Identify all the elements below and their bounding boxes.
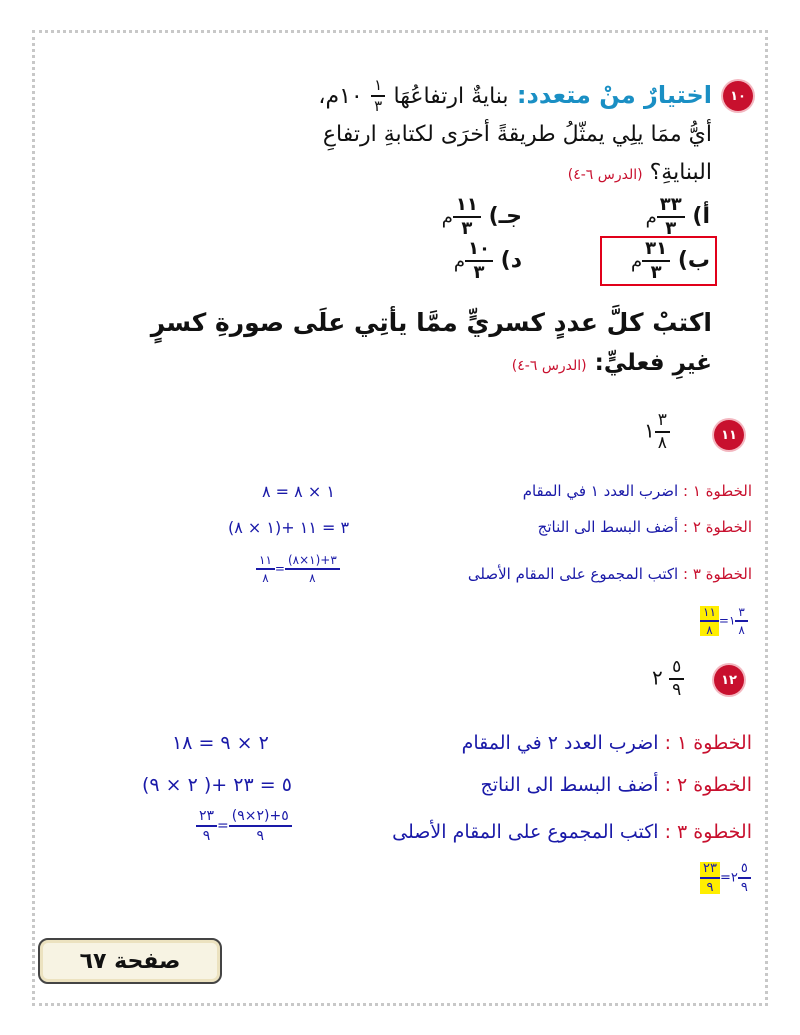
q12-step1: الخطوة ١ : اضرب العدد ٢ في المقام: [461, 732, 752, 754]
selected-answer-box: [600, 236, 717, 286]
q12-answer: $\frac{٢٣}{٩}$ =٢ $\frac{٥}{٩}$: [700, 862, 751, 894]
height-fraction: $\frac{١}{٣}$: [371, 78, 385, 114]
height-unit: م،: [318, 84, 340, 109]
q12-mixed-number: ٢ $\frac{٥}{٩}$: [652, 659, 684, 699]
q12-step2: الخطوة ٢ : أضف البسط الى الناتج: [480, 774, 752, 796]
q10-title: اختيارٌ منْ متعدد:: [516, 81, 712, 109]
lesson-ref: (الدرس ٦-٤): [511, 358, 587, 374]
q11-step2: الخطوة ٢ : أضف البسط الى الناتج: [537, 518, 752, 536]
q12-step3-calc: $\frac{٢٣}{٩}$ = $\frac{(٢\times ٩)+٥}{٩}$: [196, 809, 292, 843]
q11-step1-calc: ١ × ٨ = ٨: [262, 482, 335, 501]
option-c[interactable]: جـ) $\frac{١١}{٣}$ م: [441, 194, 522, 239]
question-number-badge: ١١: [714, 420, 744, 450]
q12-step1-calc: ٢ × ٩ = ١٨: [172, 732, 269, 754]
q11-step1: الخطوة ١ : اضرب العدد ١ في المقام: [522, 482, 752, 500]
height-whole: ١٠: [339, 84, 363, 109]
lesson-ref: (الدرس ٦-٤): [567, 167, 643, 183]
q10-header: [318, 78, 712, 114]
q11-answer: $\frac{١١}{٨}$ =١ $\frac{٣}{٨}$: [700, 606, 748, 636]
page-number-label: صفحة ٦٧: [38, 938, 222, 984]
q12-step3: الخطوة ٣ : اكتب المجموع على المقام الأصلى: [392, 821, 752, 843]
q10-intro: بنايةٌ ارتفاعُهَا: [393, 84, 509, 109]
q11-step2-calc: (١ × ٨)+ ٣ = ١١: [228, 518, 350, 537]
q10-line3: البنايةِ؟ (الدرس ٦-٤): [567, 160, 712, 185]
question-number-badge: ١٢: [714, 665, 744, 695]
instruction-line1: اكتبْ كلَّ عددٍ كسريٍّ ممَّا يأتِي علَى صورةِ كسرٍ: [150, 308, 712, 337]
option-d[interactable]: د) $\frac{١٠}{٣}$ م: [453, 238, 522, 283]
option-a[interactable]: أ) $\frac{٣٣}{٣}$ م: [645, 194, 710, 239]
question-number-badge: ١٠: [723, 81, 753, 111]
q11-mixed-number: ١ $\frac{٣}{٨}$: [644, 412, 670, 452]
q12-step2-calc: (٢ × ٩ )+ ٥ = ٢٣: [142, 774, 292, 796]
q10-line2: أيُّ ممَا يلِي يمثّلُ طريقةً أخرَى لكتابةِ ارتفاعِ: [322, 122, 712, 147]
option-b[interactable]: ب) $\frac{٣١}{٣}$ م: [631, 238, 710, 283]
instruction-line2: غيرِ فعليٍّ: (الدرس ٦-٤): [511, 350, 712, 376]
q11-step3-calc: $\frac{١١}{٨}$ = $\frac{(١\times ٨)+٣}{٨}$: [256, 554, 340, 584]
q11-step3: الخطوة ٣ : اكتب المجموع على المقام الأصلى: [467, 565, 752, 583]
